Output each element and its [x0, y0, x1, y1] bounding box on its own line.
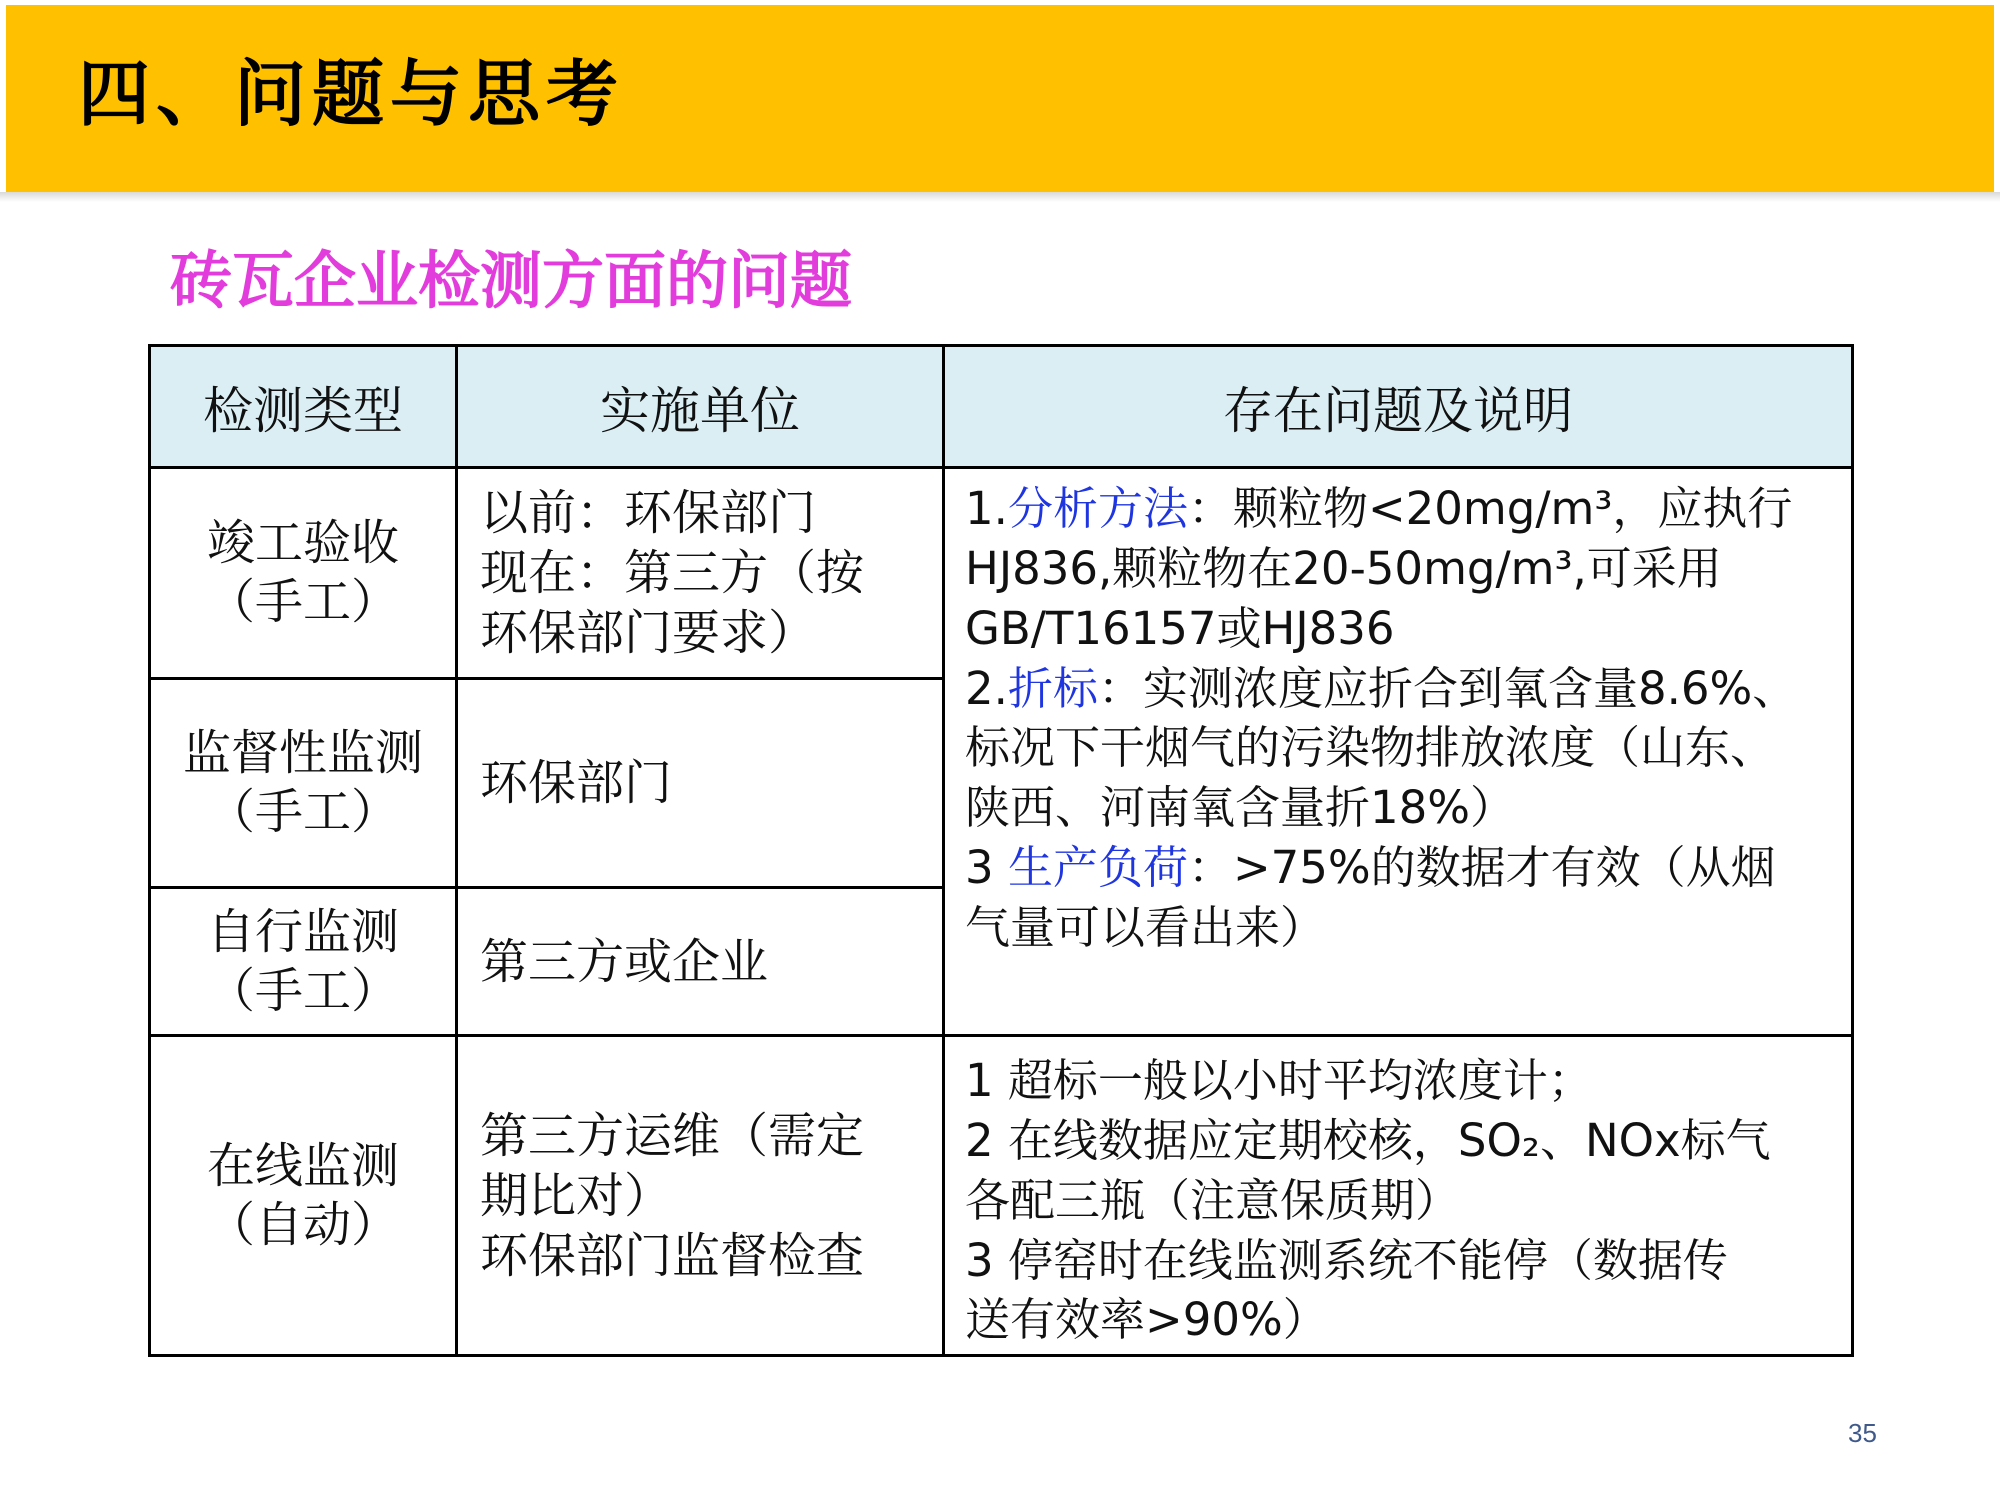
cell-manual-issues	[944, 468, 1853, 1036]
section-subtitle: 砖瓦企业检测方面的问题	[170, 244, 853, 317]
cell-implementing-unit	[457, 468, 944, 679]
cell-monitoring-type	[150, 679, 457, 888]
type-line: （手工）	[206, 962, 399, 1019]
monitoring-issues-table	[148, 344, 1854, 1357]
issue-line: GB/T16157或HJ836	[965, 601, 1395, 655]
table-row	[150, 1036, 1853, 1356]
issue-line: 陕西、河南氧含量折18%）	[965, 781, 1516, 835]
header-implementing-unit: 实施单位	[457, 346, 944, 468]
unit-line: 以前：环保部门	[480, 485, 817, 541]
table-row	[150, 468, 1853, 679]
type-line: （自动）	[206, 1196, 399, 1253]
issue-line: 标况下干烟气的污染物排放浓度（山东、	[965, 721, 1776, 775]
issue-line: 1 超标一般以小时平均浓度计；	[965, 1054, 1593, 1107]
type-line: 自行监测	[206, 903, 399, 960]
cell-monitoring-type	[150, 1036, 457, 1356]
page-title: 四、问题与思考	[78, 51, 625, 136]
type-line: （手工）	[206, 574, 399, 630]
header-monitoring-type: 检测类型	[150, 346, 457, 468]
cell-implementing-unit	[457, 1036, 944, 1356]
unit-line: 第三方运维（需定	[480, 1107, 865, 1164]
header-issues: 存在问题及说明	[944, 346, 1853, 468]
unit-line: 期比对）	[480, 1167, 673, 1224]
banner-divider	[0, 192, 2000, 202]
cell-monitoring-type	[150, 888, 457, 1036]
cell-implementing-unit	[457, 888, 944, 1036]
unit-line: 环保部门	[480, 755, 673, 811]
type-line: 竣工验收	[206, 515, 399, 572]
cell-online-issues	[944, 1036, 1853, 1356]
issue-keyword: 生产负荷	[1007, 841, 1188, 895]
type-line: （手工）	[206, 784, 399, 840]
issue-text: ：颗粒物<20mg/m³，应执行	[1187, 482, 1793, 535]
type-line: 在线监测	[206, 1137, 399, 1194]
cell-implementing-unit	[457, 679, 944, 888]
issue-line	[965, 838, 1831, 898]
unit-line: 环保部门监督检查	[480, 1227, 865, 1284]
type-line: 监督性监测	[182, 725, 423, 782]
issue-line: 气量可以看出来）	[965, 900, 1326, 954]
unit-line: 第三方或企业	[480, 933, 769, 990]
unit-line: 环保部门要求）	[480, 605, 817, 661]
issue-keyword: 折标	[1007, 661, 1098, 715]
table-header-row	[150, 346, 1853, 468]
issue-line: HJ836,颗粒物在20-50mg/m³,可采用	[965, 541, 1722, 595]
page-number: 35	[1848, 1418, 1877, 1448]
issue-line: 2 在线数据应定期校核，SO₂、NOx标气	[965, 1113, 1771, 1167]
issue-text: ：实测浓度应折合到氧含量8.6%、	[1097, 661, 1798, 715]
item-number: 1.	[965, 482, 1008, 535]
cell-monitoring-type	[150, 468, 457, 679]
issue-line	[965, 479, 1831, 539]
issue-line: 送有效率>90%）	[965, 1293, 1328, 1347]
issue-text: ：>75%的数据才有效（从烟	[1187, 841, 1776, 895]
issue-line: 3 停窑时在线监测系统不能停（数据传	[965, 1233, 1728, 1287]
issue-line: 各配三瓶（注意保质期）	[965, 1173, 1461, 1227]
item-number: 3	[965, 841, 1008, 895]
issue-line	[965, 659, 1831, 719]
unit-line: 现在：第三方（按	[480, 545, 865, 601]
issue-keyword: 分析方法	[1007, 482, 1188, 535]
item-number: 2.	[965, 661, 1008, 715]
